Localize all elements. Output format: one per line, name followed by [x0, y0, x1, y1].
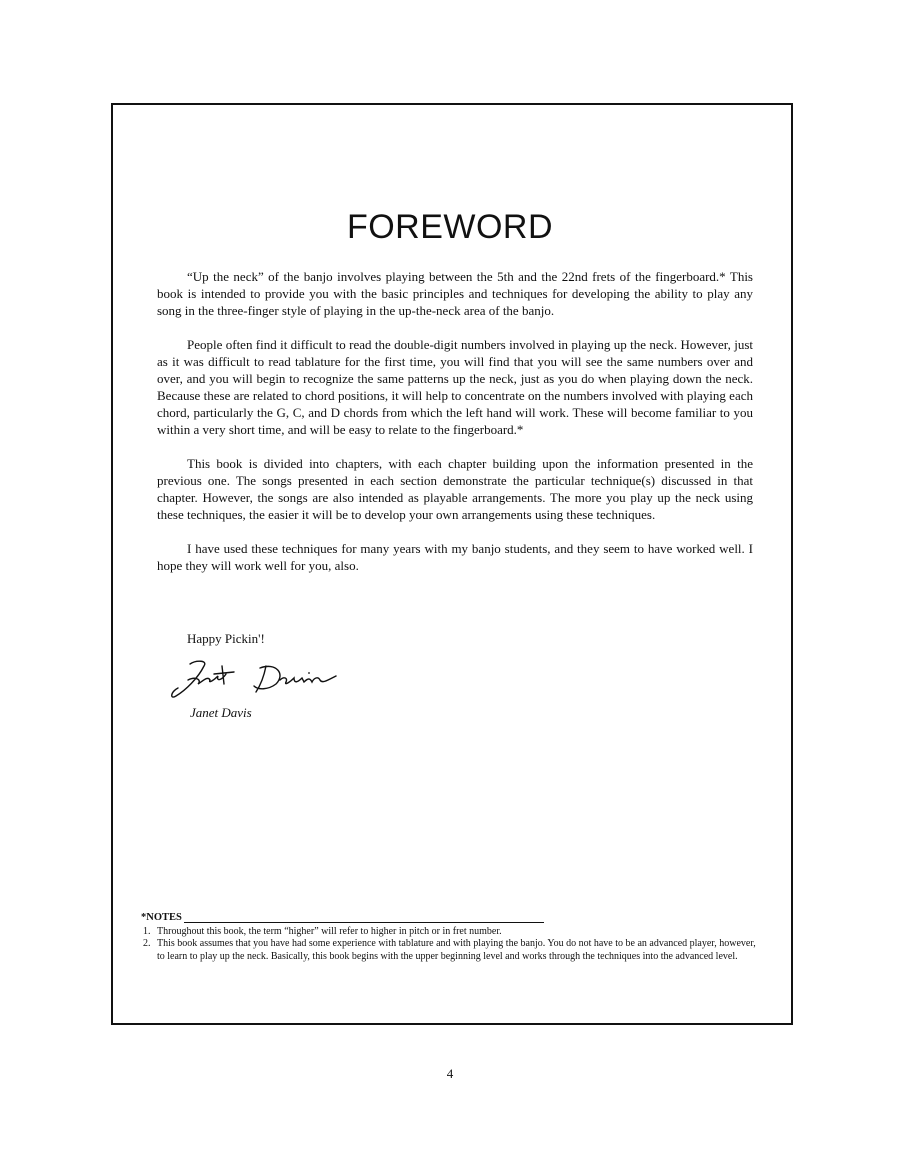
paragraph: “Up the neck” of the banjo involves playing between the 5th and the 22nd frets of the fingerboard.* This book is intended to provide you with the basic principles and techniques for developing the ability to play any song in the three-finger style of playing in the up-the-neck area of the banjo.	[157, 269, 753, 318]
foreword-body	[157, 268, 753, 591]
closing-line: Happy Pickin'!	[187, 631, 265, 646]
paragraph: I have used these techniques for many years with my banjo students, and they seem to have worked well. I hope they will work well for you, also.	[157, 541, 753, 573]
signature-name: Janet Davis	[190, 705, 252, 720]
paragraph: This book is divided into chapters, with each chapter building upon the information presented in the previous one. The songs presented in each section demonstrate the particular technique(s) discussed in that chapter. However, the songs are also intended as playable arrangements. The more you play up the neck using these techniques, the easier it will be to develop your own arrangements using these techniques.	[157, 456, 753, 522]
footnotes	[141, 912, 759, 963]
signature	[168, 656, 343, 706]
note-item: 2. This book assumes that you have had some experience with tablature and with playing the banjo. You do not have to be an advanced player, however, to learn to play up the neck. Basically, this book begins with the upper beginning level and works through the techniques into the advanced level.	[153, 938, 759, 963]
note-item: 1. Throughout this book, the term “higher” will refer to higher in pitch or in fret number.	[153, 926, 759, 939]
notes-list	[141, 926, 759, 964]
notes-divider	[184, 922, 544, 923]
notes-heading: *NOTES	[141, 912, 182, 923]
paragraph: People often find it difficult to read the double-digit numbers involved in playing up the neck. However, just as it was difficult to read tablature for the first time, you will find that you will see the same numbers over and over, and you will begin to recognize the same patterns up the neck, just as you do when playing down the neck. Because these are related to chord positions, it will help to concentrate on the numbers involved with playing each chord, particularly the G, C, and D chords from which the left hand will work. These will become familiar to you within a very short time, and will be easy to relate to the fingerboard.*	[157, 337, 753, 437]
page-number: 4	[446, 1066, 454, 1081]
page-title: FOREWORD	[346, 208, 554, 246]
